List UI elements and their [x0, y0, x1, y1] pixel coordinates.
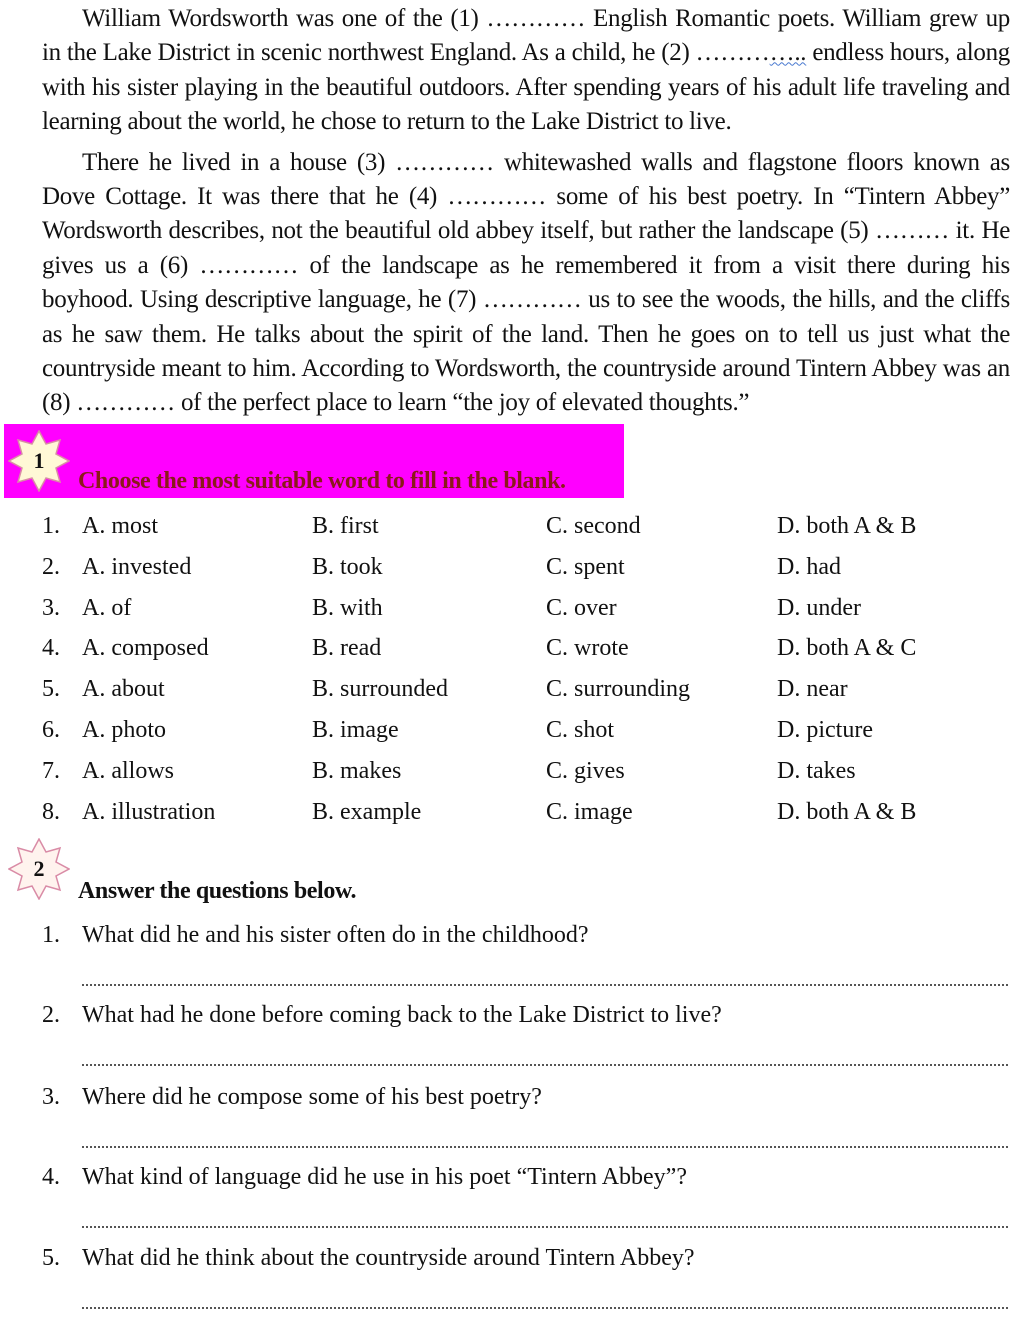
mc-number: 2.	[42, 553, 60, 580]
passage-paragraph-2	[42, 146, 1010, 421]
passage-text: William Wordsworth was one of the (1) ………… English Romantic poets. William grew up in the Lake District in scenic northwest England. As a child, he (2) ………	[42, 5, 1010, 67]
question-item	[42, 1243, 1008, 1273]
option-b: B. with	[312, 594, 383, 621]
mc-number: 6.	[42, 716, 60, 743]
option-b: B. makes	[312, 757, 402, 784]
mc-number: 7.	[42, 757, 60, 784]
option-d: D. both A & B	[777, 513, 917, 539]
option-a: A. composed	[82, 635, 209, 662]
option-d: D. both A & B	[777, 798, 917, 825]
mc-row	[42, 547, 1002, 588]
question-text	[42, 1243, 1008, 1273]
option-a: A. invested	[82, 553, 192, 580]
question-item	[42, 1000, 1008, 1030]
option-a: A. illustration	[82, 798, 216, 825]
option-d: D. near	[777, 676, 848, 703]
option-a: A. photo	[82, 716, 166, 743]
mc-row	[42, 588, 1002, 629]
mc-row	[42, 751, 1002, 792]
question-label: What kind of language did he use in his poet “Tintern Abbey”?	[82, 1164, 687, 1190]
option-b: B. surrounded	[312, 676, 448, 703]
mc-row	[42, 628, 1002, 669]
section-2-title: Answer the questions below.	[78, 878, 357, 904]
option-c: C. spent	[546, 553, 625, 580]
passage-text: endless hours, along with his sister playing in the beautiful outdoors. After spending years of his adult life traveling and learning about the world, he chose to return to the Lake District to live.	[42, 39, 1010, 136]
passage-text: There he lived in a house (3) ………… whitewashed walls and flagstone floors known as Dove Cottage. It was there that he (4) ………… some of his best poetry. In “Tintern Abbey” Wordsworth describes, not the beautiful old abbey itself, but rather the landscape (5) ……… it. He gives us a (6) ………… of the landscape as he remembered it from a visit there during his boyhood. Using descriptive language, he (7) ………… us to see the woods, the hills, and the cliffs as he saw them. He talks about the spirit of the land. Then he goes on to tell us just what the countryside meant to him. According to Wordsworth, the countryside around Tintern Abbey was an (8) ………… of the perfect place to learn “the joy of elevated thoughts.”	[42, 148, 1010, 417]
option-b: B. example	[312, 798, 422, 825]
option-d: D. takes	[777, 757, 856, 784]
question-label: What did he think about the countryside around Tintern Abbey?	[82, 1245, 695, 1271]
section-2-number: 2	[33, 856, 45, 881]
question-number: 4.	[42, 1164, 60, 1190]
answer-line[interactable]	[82, 1064, 1008, 1066]
mc-row	[42, 669, 1002, 710]
question-label: What did he and his sister often do in the childhood?	[82, 922, 589, 948]
option-b: B. image	[312, 716, 399, 743]
spellcheck-squiggle: …..	[769, 39, 807, 67]
option-c: C. over	[546, 594, 617, 621]
mc-row	[42, 710, 1002, 751]
answer-line[interactable]	[82, 1146, 1008, 1148]
option-c: C. wrote	[546, 635, 629, 662]
question-text	[42, 1000, 1008, 1030]
option-c: C. shot	[546, 716, 615, 743]
mc-number: 5.	[42, 676, 60, 703]
answer-line[interactable]	[82, 1226, 1008, 1228]
mc-row	[42, 506, 1002, 547]
question-text	[42, 1082, 1008, 1112]
question-item	[42, 1162, 1008, 1192]
option-c: C. second	[546, 513, 641, 539]
question-label: Where did he compose some of his best poetry?	[82, 1084, 542, 1110]
question-text	[42, 920, 1008, 950]
question-item	[42, 920, 1008, 950]
section-1-title: Choose the most suitable word to fill in the blank.	[78, 468, 566, 494]
section-1-number: 1	[33, 448, 45, 473]
question-item	[42, 1082, 1008, 1112]
option-a: A. allows	[82, 757, 174, 784]
question-number: 3.	[42, 1084, 60, 1110]
answer-line[interactable]	[82, 1307, 1008, 1309]
question-number: 2.	[42, 1002, 60, 1028]
question-label: What had he done before coming back to the Lake District to live?	[82, 1002, 722, 1028]
mc-number: 1.	[42, 513, 60, 539]
section-2-badge	[8, 838, 70, 900]
option-b: B. read	[312, 635, 382, 662]
option-a: A. of	[82, 594, 132, 621]
mc-number: 8.	[42, 798, 60, 825]
question-number: 1.	[42, 922, 60, 948]
mc-number: 3.	[42, 594, 60, 621]
option-d: D. both A & C	[777, 635, 917, 662]
option-d: D. had	[777, 553, 841, 580]
multiple-choice-list	[42, 506, 1002, 832]
option-a: A. most	[82, 513, 159, 539]
option-b: B. first	[312, 513, 379, 539]
question-text	[42, 1162, 1008, 1192]
question-number: 5.	[42, 1245, 60, 1271]
mc-row	[42, 792, 1002, 833]
option-d: D. picture	[777, 716, 873, 743]
reading-passage	[42, 2, 1010, 427]
answer-line[interactable]	[82, 984, 1008, 986]
option-c: C. image	[546, 798, 633, 825]
option-b: B. took	[312, 553, 383, 580]
option-a: A. about	[82, 676, 165, 703]
option-c: C. gives	[546, 757, 625, 784]
option-d: D. under	[777, 594, 861, 621]
mc-number: 4.	[42, 635, 60, 662]
section-1-badge	[8, 430, 70, 492]
option-c: C. surrounding	[546, 676, 690, 703]
passage-paragraph-1	[42, 2, 1010, 140]
